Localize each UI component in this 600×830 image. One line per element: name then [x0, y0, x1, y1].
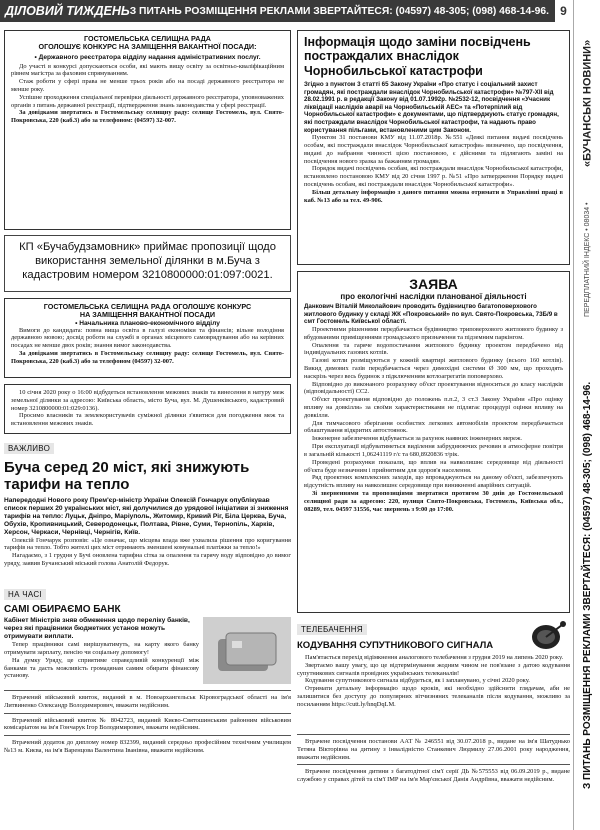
- tariff-lead: Напередодні Нового року Прем'єр-міністр України Олексій Гончарук опублікував список перших 20 українських міст, які долучилися до урядової ініціативи зі зниження тарифів на тепло: Луцьк, Дніпро, Маріуполь, Житомир, Кривий Ріг, Біла Церква, Буча, Обухів, Кропивницький, Северодонецьк, Полтава, Рівне, Суми, Тернопіль, Харків, Херсон, Черкаси, Чернівці, Чернігів, Київ.: [4, 496, 289, 536]
- contest1-text: Стаж роботи у сфері права не менше трьох років або на посаді державного реєстратора не менше року.: [11, 78, 284, 93]
- bank-text: На думку Уряду, це сприятиме справедливій конкуренції між банками та дасть можливість громадянам самим обирати фінансову установу.: [4, 656, 199, 680]
- lost-notice: Втрачений додаток до диплому номер 832399, виданий середньо професійним технічним училищем №13 м. Києва, на ім'я Варенцова Валентина Іванівна, вважати недійсним.: [4, 739, 291, 755]
- side-logo: «БУЧАНСЬКІ НОВИНИ»: [581, 39, 594, 167]
- chernobyl-headline: Інформація щодо заміни посвідчень постраждалих внаслідок Чорнобильської катастрофи: [304, 35, 531, 78]
- contest2-position: • Начальника планово-економічного відділу: [75, 319, 220, 327]
- page-number: 9: [555, 0, 572, 22]
- lost-notice: Втрачене посвідчення постанови ААТ № 246551 від 30.07.2018 р., видане на ім'я Шатуднько Тетяна Вікторівна на дитину з інвалідністю Станкевич Людмилу 27.06.2001 року народження, вважати недійсним.: [297, 738, 570, 761]
- statement-text: Проведені розрахунки показали, що вплив на навколишнє середовище від діяльності об'єкта буде незначним і прийнятним для здоров'я населення.: [304, 458, 563, 474]
- statement-text: Об'єкт проектування відповідно до положень п.п.2, 3 ст.3 Закону України «Про оцінку впливу на довкілля» за своїми характеристиками не підлягає процедурі оцінки впливу на довкілля.: [304, 396, 563, 419]
- tv-article: [297, 619, 570, 729]
- tv-text: Звертаємо вашу увагу, що це відтермінування жодним чином не пов'язане з датою кодування супутникових сигналів провідних українських телеканалів!: [297, 661, 570, 677]
- contest2-title2: НА ЗАМІЩЕННЯ ВАКАНТНОЇ ПОСАДИ: [79, 310, 216, 320]
- contest1-contacts: За довідками звертатись в Гостомельську селищну раду: селище Гостомель, вул. Свято-Покровська, 220 (каб.3) або за телефоном: (04597) 32-007.: [11, 109, 284, 125]
- contest1-text: До участі в конкурсі допускаються особи, які мають вищу освіту за освітньо-кваліфікаційним рівнем магістра за фаховим спрямуванням.: [11, 62, 284, 78]
- statement-text: Відповідно до виконаного розрахунку об'єкт проектування відноситься до класу наслідків (відповідальності) СС2.: [304, 380, 563, 396]
- contest2-contacts: За довідками звертатись в Гостомельську селищну раду: селище Гостомель, вул. Свято-Покровська, 220 (каб.3) або за телефоном (04597) 32-007.: [11, 350, 284, 365]
- side-phones: З ПИТАНЬ РОЗМІЩЕННЯ РЕКЛАМИ ЗВЕРТАЙТЕСЯ: (04597) 48-305; (098) 468-14-96.: [582, 381, 593, 789]
- tariff-text: Олексій Гончарук розповів: «Це означає, що місцева влада вже ухвалила рішення про коригування тарифів на тепло. Тобто жителі цих міст отримають зменшені комунальні платіжки за тепло!»: [4, 536, 291, 552]
- contest1-position: • Державного реєстратора відділу надання адміністративних послуг.: [34, 53, 261, 61]
- statement-text: Проектними рішеннями передбачається будівництво триповерхового житлового будинку з вбудованими приміщеннями громадського призначення та підземним паркінгом.: [304, 325, 563, 341]
- chernobyl-contacts: Більш детальну інформацію з даного питання можна отримати в Управлінні праці в каб. №13 або за тел. 49-906.: [304, 188, 563, 204]
- tv-tag: ТЕЛЕБАЧЕННЯ: [297, 624, 367, 635]
- bank-article: [4, 584, 291, 684]
- tariff-tag: ВАЖЛИВО: [4, 443, 54, 454]
- chernobyl-article: [297, 30, 570, 265]
- lost-notice: Втрачене посвідчення дитини з багатодітної сім'ї серії ДЬ №575553 від 06.09.2019 р., видане службою у справах дітей та сім'ї ІМР на ім'я Мар'євської Данія Андріївна, вважати недійсним.: [297, 768, 570, 784]
- lost-notice: Втрачений військовий квиток, виданий в м. Новоархангельськ Кіровоградської області на ім'я Литвиненко Олександр Володимирович, вважати недійсним.: [4, 694, 291, 709]
- tv-headline: КОДУВАННЯ СУПУТНИКОВОГО СИГНАЛА: [297, 640, 494, 651]
- bank-tag: НА ЧАСІ: [4, 589, 46, 600]
- bank-text: Тепер працівники самі вирішуватимуть, на карту якого банку отримувати зарплату, пенсію чи соціальну допомогу!: [4, 641, 199, 656]
- statement-title: ЗАЯВА: [409, 276, 458, 292]
- side-index: ПЕРЕДПЛАТНИЙ ІНДЕКС • 08034 •: [584, 202, 591, 317]
- tv-text: Отримати детальну інформацію щодо кроків, які необхідно здійснити глядачам, аби не залишитися без доступу до популярних вітчизняних телеканалів після кодування, можливо за посиланням https://cutt.ly/hnqDqLM.: [297, 685, 570, 708]
- statement-lead: Данкович Віталій Миколайович проводить будівництво багатоповерхового житлового будинку у складі ЖК «Покровський» по вул. Свято-Покровська, 73Б/9 в смт Гостомель Київської області.: [304, 303, 558, 326]
- statement-text: Газові котли розміщуються у кожній квартирі житлового будинку (всього 160 котлів). Викид димових газів передбачається через димохідні системи Ø 300 мм, що проходять наскрізь через весь будинок з підключенням котлоагрегатів поповерхово.: [304, 357, 563, 380]
- statement-text: Ряд проектних комплексних заходів, що впроваджуються на даному об'єкті, забезпечують відсутність впливу на навколишнє середовище при виникненні аварійних ситуацій.: [304, 474, 563, 490]
- land-text: 10 січня 2020 року о 16:00 відбудеться встановлення межових знаків та винесення в натуру меж земельної ділянки за адресою: Київська область, місто Буча, вул. М. Душенківського, кадастровий номер 3210800000:01:029:0136).: [11, 389, 284, 412]
- tv-text: Кодування супутникового сигнала відбудеться, як і запланувано, у січні 2020 року.: [305, 677, 530, 685]
- contest-ad-1: [4, 30, 291, 230]
- side-strip: [573, 0, 600, 830]
- contest1-title2: ОГОЛОШУЄ КОНКУРС НА ЗАМІЩЕННЯ ВАКАНТНОЇ ПОСАДИ:: [38, 42, 257, 52]
- satellite-dish-icon: [528, 619, 570, 653]
- contest1-title1: ГОСТОМЕЛЬСЬКА СЕЛИЩНА РАДА: [84, 34, 211, 43]
- statement-text: Інженерне забезпечення відбувається за рахунок наявних інженерних мереж.: [312, 435, 523, 443]
- header-ads-phones: З ПИТАНЬ РОЗМІЩЕННЯ РЕКЛАМИ ЗВЕРТАЙТЕСЯ: (04597) 48-305; (098) 468-14-96.: [129, 5, 549, 17]
- lost-notice: Втрачений військовий квиток № 8042723, виданий Києво-Святошинським районним військовим комісаріатом на ім'я Гончарук Ігор Володимирович, вважати недійсним.: [4, 716, 291, 732]
- statement-text: Опалення та гаряче водопостачання житлового будинку проектом передбачено від індивідуальних газових котлів.: [304, 341, 563, 357]
- bank-card-icon: [212, 629, 282, 677]
- statement-subtitle: про екологічні наслідки планованої діяльності: [340, 292, 527, 301]
- lost-documents-right: [297, 734, 570, 826]
- statement-text: Для тимчасового зберігання особистих легкових автомобілів проектом передбачається облаштування відкритих автостоянок.: [304, 419, 563, 435]
- bank-cards-photo: [203, 617, 291, 684]
- tariff-headline: Буча серед 20 міст, які знижують тарифи на тепло: [4, 459, 250, 494]
- ecology-statement: [297, 271, 570, 613]
- tv-text: Пам'ятається перехід відімкнення аналогового телебачення з грудня 2019 на липень 2020 року.: [305, 654, 564, 661]
- contest-ad-2: [4, 298, 291, 378]
- land-boundary-notice: [4, 384, 291, 434]
- chernobyl-lead: Згідно з пунктом 3 статті 65 Закону України «Про статус і соціальний захист громадян, які постраждали внаслідок Чорнобильської катастрофи» №797-XII від 28.02.1991 р. в редакції Закону від 01.07.1992р. №2532-12, посвідчення «Учасник ліквідації наслідків аварії на Чорнобильській АЕС» та «Потерпілий від Чорнобильської катастрофи» є документами, що підтверджують статус громадян, які постраждали внаслідок Чорнобильської катастрофи, та надають право користування пільгами, встановленими цим Законом.: [304, 81, 559, 134]
- contest1-text: Успішне проходження спеціальної перевірки діяльності державного реєстратора, уповноважених органів з питань державної реєстрації, підтвердження знань законодавства у сфері реєстрації.: [11, 93, 284, 109]
- chernobyl-text: Порядок видачі посвідчень особам, які постраждали внаслідок Чорнобильської катастрофи, встановлено постановою КМУ від 20 січня 1997 р. №51 «Про затвердження Порядку видачі посвідчень особам, які постраждали внаслідок Чорнобильської катастрофи».: [304, 165, 563, 188]
- tariff-text: Нагадаємо, з 1 грудня у Бучі оновлена тарифна сітка за опалення та гарячу воду відповідно до вимог уряду, заявив Бучанський міський голова Анатолій Федорук.: [4, 552, 291, 568]
- chernobyl-text: Пунктом 31 постанови КМУ від 11.07.2018р. №551 «Деякі питання видачі посвідчень особам, які постраждали внаслідок Чорнобильської катастрофи» визначено, що посвідчення, видані до набрання чинності цією постановою, є дійсними та підлягають заміні на посвідчення нового зразка за бажанням громадян.: [304, 134, 563, 165]
- tariff-article: [4, 438, 291, 578]
- contest2-title1: ГОСТОМЕЛЬСЬКА СЕЛИЩНА РАДА ОГОЛОШУЄ КОНКУРС: [43, 302, 252, 311]
- lost-documents-left: [4, 690, 291, 825]
- statement-text: При експлуатації відбуватиметься виділення забруднюючих речовин в атмосферне повітря в загальній кількості 1,06241119 г/с та 680,8920836 т/рік.: [304, 443, 563, 458]
- section-title: ДІЛОВИЙ ТИЖДЕНЬ: [5, 4, 130, 18]
- statement-contacts: Зі зверненнями та пропозиціями звертатися протягом 30 днів до Гостомельської селищної ради за адресою: 220, вулиця Свято-Покровська, Гостомель, Київська обл., 08289, тел. 04597 31556, час звернень з 9:00 до 17:00.: [304, 489, 563, 513]
- bank-lead: Кабінет Міністрів зняв обмеження щодо переліку банків, через які працівники бюджетних установ можуть отримувати виплати.: [4, 617, 190, 641]
- bank-headline: САМІ ОБИРАЄМО БАНК: [4, 604, 121, 615]
- contest2-text: Вимоги до кандидата: повна вища освіта в галузі економіки та фінансів; вільне володіння державною мовою; досвід роботи на службі в органах місцевого самоврядування або на керівних посадах не менше двох років; знання вимог законодавства.: [11, 326, 284, 350]
- land-notice: КП «Бучабудзамовник» приймає пропозиції щодо використання земельної ділянки в м.Буча з кадастровим номером 3210800000:01:097:0021.: [4, 235, 291, 292]
- land-text: Просимо власників та землекористувачів суміжної ділянки з'явитися для погодження меж та встановлення межових знаків.: [11, 412, 284, 428]
- page-header: [0, 0, 572, 22]
